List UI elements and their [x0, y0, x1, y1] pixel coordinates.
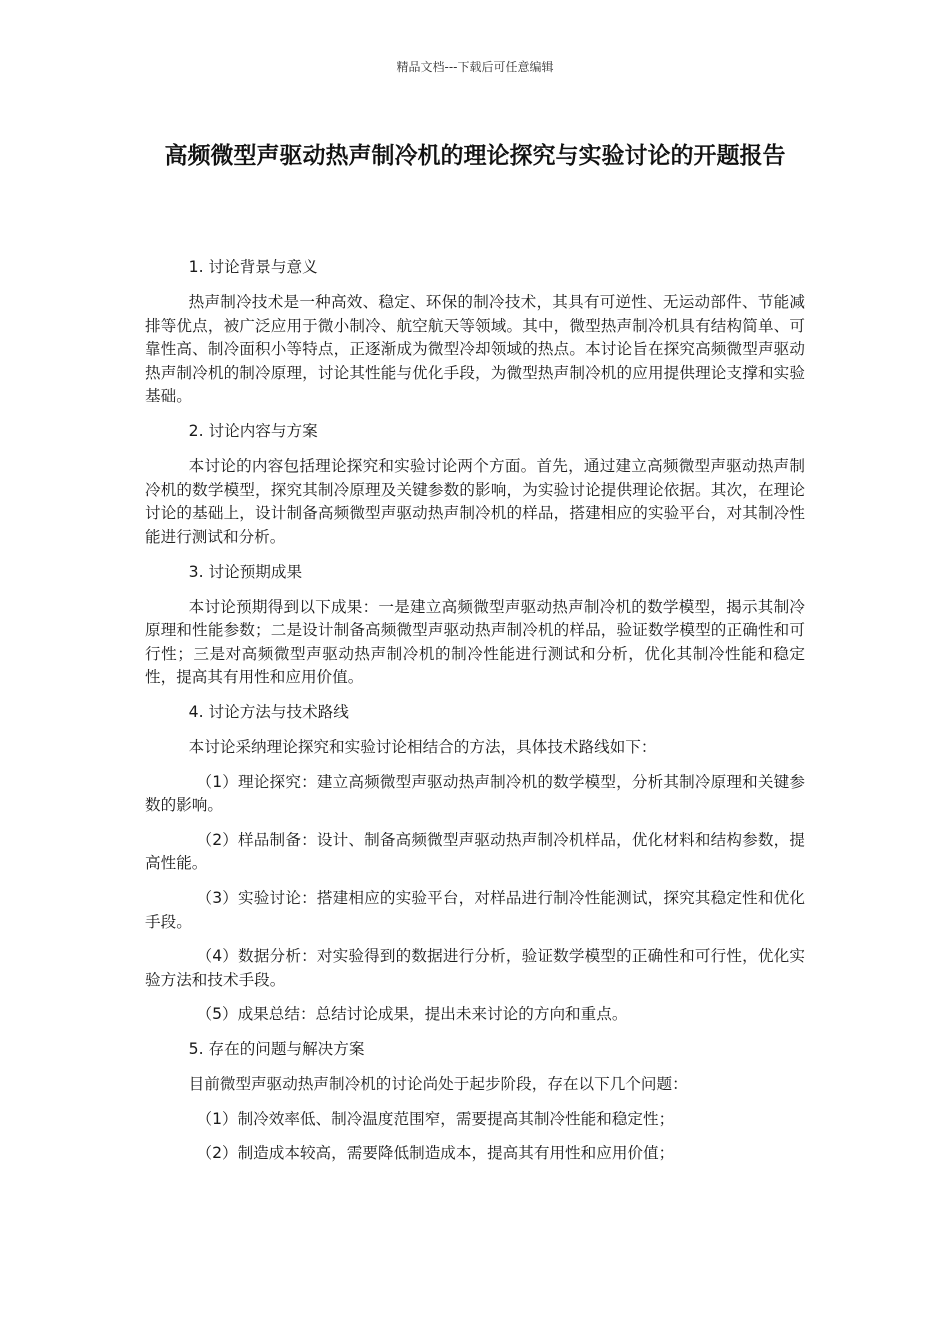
section-4-step-4: （4）数据分析：对实验得到的数据进行分析，验证数学模型的正确性和可行性，优化实验方法和技术手段。 [145, 947, 805, 989]
section-3-paragraph: 本讨论预期得到以下成果：一是建立高频微型声驱动热声制冷机的数学模型，揭示其制冷原理和性能参数；二是设计制备高频微型声驱动热声制冷机的样品，验证数学模型的正确性和可行性；三是对高频微型声驱动热声制冷机的制冷性能进行测试和分析，优化其制冷性能和稳定性，提高其有用性和应用价值。 [145, 597, 805, 687]
page-header-note: 精品文档---下载后可任意编辑 [396, 60, 554, 74]
section-5-heading: 5. 存在的问题与解决方案 [188, 1040, 365, 1059]
section-4-intro: 本讨论采纳理论探究和实验讨论相结合的方法，具体技术路线如下： [188, 738, 657, 757]
section-4-step-1: （1）理论探究：建立高频微型声驱动热声制冷机的数学模型，分析其制冷原理和关键参数的影响。 [145, 772, 805, 815]
section-5-issue-1: （1）制冷效率低、制冷温度范围窄，需要提高其制冷性能和稳定性； [196, 1109, 675, 1128]
section-5-intro: 目前微型声驱动热声制冷机的讨论尚处于起步阶段，存在以下几个问题： [188, 1075, 688, 1094]
section-1-heading: 1. 讨论背景与意义 [188, 258, 318, 276]
section-2-heading: 2. 讨论内容与方案 [188, 422, 318, 441]
section-4-step-5: （5）成果总结：总结讨论成果，提出未来讨论的方向和重点。 [196, 1005, 628, 1024]
section-4-step-3: （3）实验讨论：搭建相应的实验平台，对样品进行制冷性能测试，探究其稳定性和优化手段。 [145, 889, 805, 931]
section-4-heading: 4. 讨论方法与技术路线 [188, 703, 349, 721]
section-2-paragraph: 本讨论的内容包括理论探究和实验讨论两个方面。首先，通过建立高频微型声驱动热声制冷机的数学模型，探究其制冷原理及关键参数的影响，为实验讨论提供理论依据。其次，在理论讨论的基础上，设计制备高频微型声驱动热声制冷机的样品，搭建相应的实验平台，对其制冷性能进行测试和分析。 [145, 457, 805, 546]
document-title: 高频微型声驱动热声制冷机的理论探究与实验讨论的开题报告 [164, 143, 786, 169]
section-4-step-2: （2）样品制备：设计、制备高频微型声驱动热声制冷机样品，优化材料和结构参数，提高性能。 [145, 830, 805, 873]
document-body [145, 256, 805, 1177]
section-1-paragraph: 热声制冷技术是一种高效、稳定、环保的制冷技术，其具有可逆性、无运动部件、节能减排等优点，被广泛应用于微小制冷、航空航天等领域。其中，微型热声制冷机具有结构简单、可靠性高、制冷面积小等特点，正逐渐成为微型冷却领域的热点。本讨论旨在探究高频微型声驱动热声制冷机的制冷原理，讨论其性能与优化手段，为微型热声制冷机的应用提供理论支撑和实验基础。 [145, 293, 805, 406]
section-5-issue-2: （2）制造成本较高，需要降低制造成本，提高其有用性和应用价值； [196, 1144, 675, 1163]
section-3-heading: 3. 讨论预期成果 [188, 562, 303, 581]
